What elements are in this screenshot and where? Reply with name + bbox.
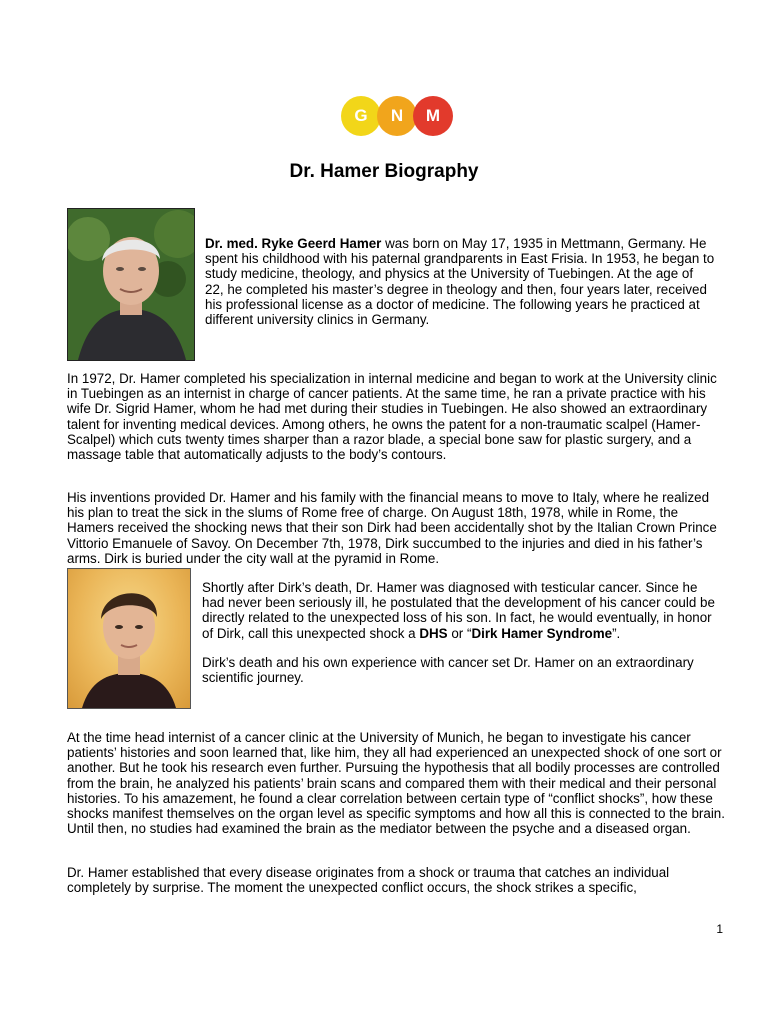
biography-paragraph-disease-origin: Dr. Hamer established that every disease originates from a shock or trauma that catches an individual completely by surprise. The moment the unexpected conflict occurs, the shock strikes a specific, (67, 865, 670, 896)
name-bold: Dr. med. Ryke Geerd Hamer (205, 236, 382, 251)
biography-paragraph-italy: His inventions provided Dr. Hamer and his family with the financial means to move to Italy, where he realized his plan to treat the sick in the slums of Rome free of charge. On August 18th, 1978, while in Rome, the Hamers received the shocking news that their son Dirk had been accidentally shot by the Italian Crown Prince Vittorio Emanuele of Savoy. On December 7th, 1978, Dirk succumbed to the injuries and died in his father’s arms. Dirk is buried under the city wall at the pyramid in Rome. (67, 490, 717, 566)
page-number: 1 (716, 922, 723, 936)
portrait-photo-dirk (67, 568, 191, 709)
biography-paragraph-career: In 1972, Dr. Hamer completed his specialization in internal medicine and began to work at the University clinic in Tuebingen as an internist in charge of cancer patients. At the same time, he ran a private practice with his wife Dr. Sigrid Hamer, whom he had met during their studies in Tuebingen. He also showed an extraordinary talent for inventing medical devices. Among others, he owns the patent for a non-traumatic scalpel (Hamer-Scalpel) which cuts twenty times sharper than a razor blade, a special bone saw for plastic surgery, and a massage table that automatically adjusts to the body’s contours. (67, 371, 717, 463)
dhs-bold: DHS (419, 625, 448, 641)
biography-text: was born on May 17, 1935 in Mettmann, Germany. He spent his childhood with his paternal grandparents in East Frisia. In 1953, he began to study medicine, theology, and physics at the University of Tuebingen. At the age of 22, he completed his master’s degree in theology and then, four years later, received his professional license as a doctor of medicine. The following years he practiced at different university clinics in Germany. (205, 236, 715, 328)
page-title: Dr. Hamer Biography (289, 161, 479, 182)
biography-paragraph-dhs (202, 580, 722, 641)
biography-paragraph-birth (205, 236, 715, 327)
biography-paragraph-research: At the time head internist of a cancer clinic at the University of Munich, he began to investigate his cancer patients’ histories and soon learned that, like him, they all had experienced an unexpected shock of one sort or another. But he took his research even further. Pursuing the hypothesis that all bodily processes are controlled from the brain, he analyzed his patients’ brain scans and compared them with their medical and their personal histories. To his amazement, he found a clear correlation between certain type of “conflict shocks”, how these shocks manifest themselves on the organ level as specific symptoms and how all this is connected to the brain. Until then, no studies had examined the brain as the mediator between the psyche and a diseased organ. (67, 730, 725, 837)
dhs-text: Shortly after Dirk’s death, Dr. Hamer was diagnosed with testicular cancer. Since he had never been seriously ill, he postulated that the development of his cancer could be directly related to the unexpected loss of his son. In fact, he would eventually, in honor of Dirk, call this unexpected shock a (202, 580, 715, 641)
logo-letter-n: N (377, 96, 417, 136)
portrait-photo-dr-hamer (67, 208, 195, 361)
dhs-or: or “ (447, 625, 472, 641)
dirk-hamer-syndrome-bold: Dirk Hamer Syndrome (471, 625, 613, 641)
gnm-logo (339, 96, 453, 138)
biography-paragraph-journey: Dirk’s death and his own experience with cancer set Dr. Hamer on an extraordinary scientific journey. (202, 655, 694, 686)
logo-letter-m: M (413, 96, 453, 136)
logo-letter-g: G (341, 96, 381, 136)
dhs-end: ”. (612, 625, 621, 641)
